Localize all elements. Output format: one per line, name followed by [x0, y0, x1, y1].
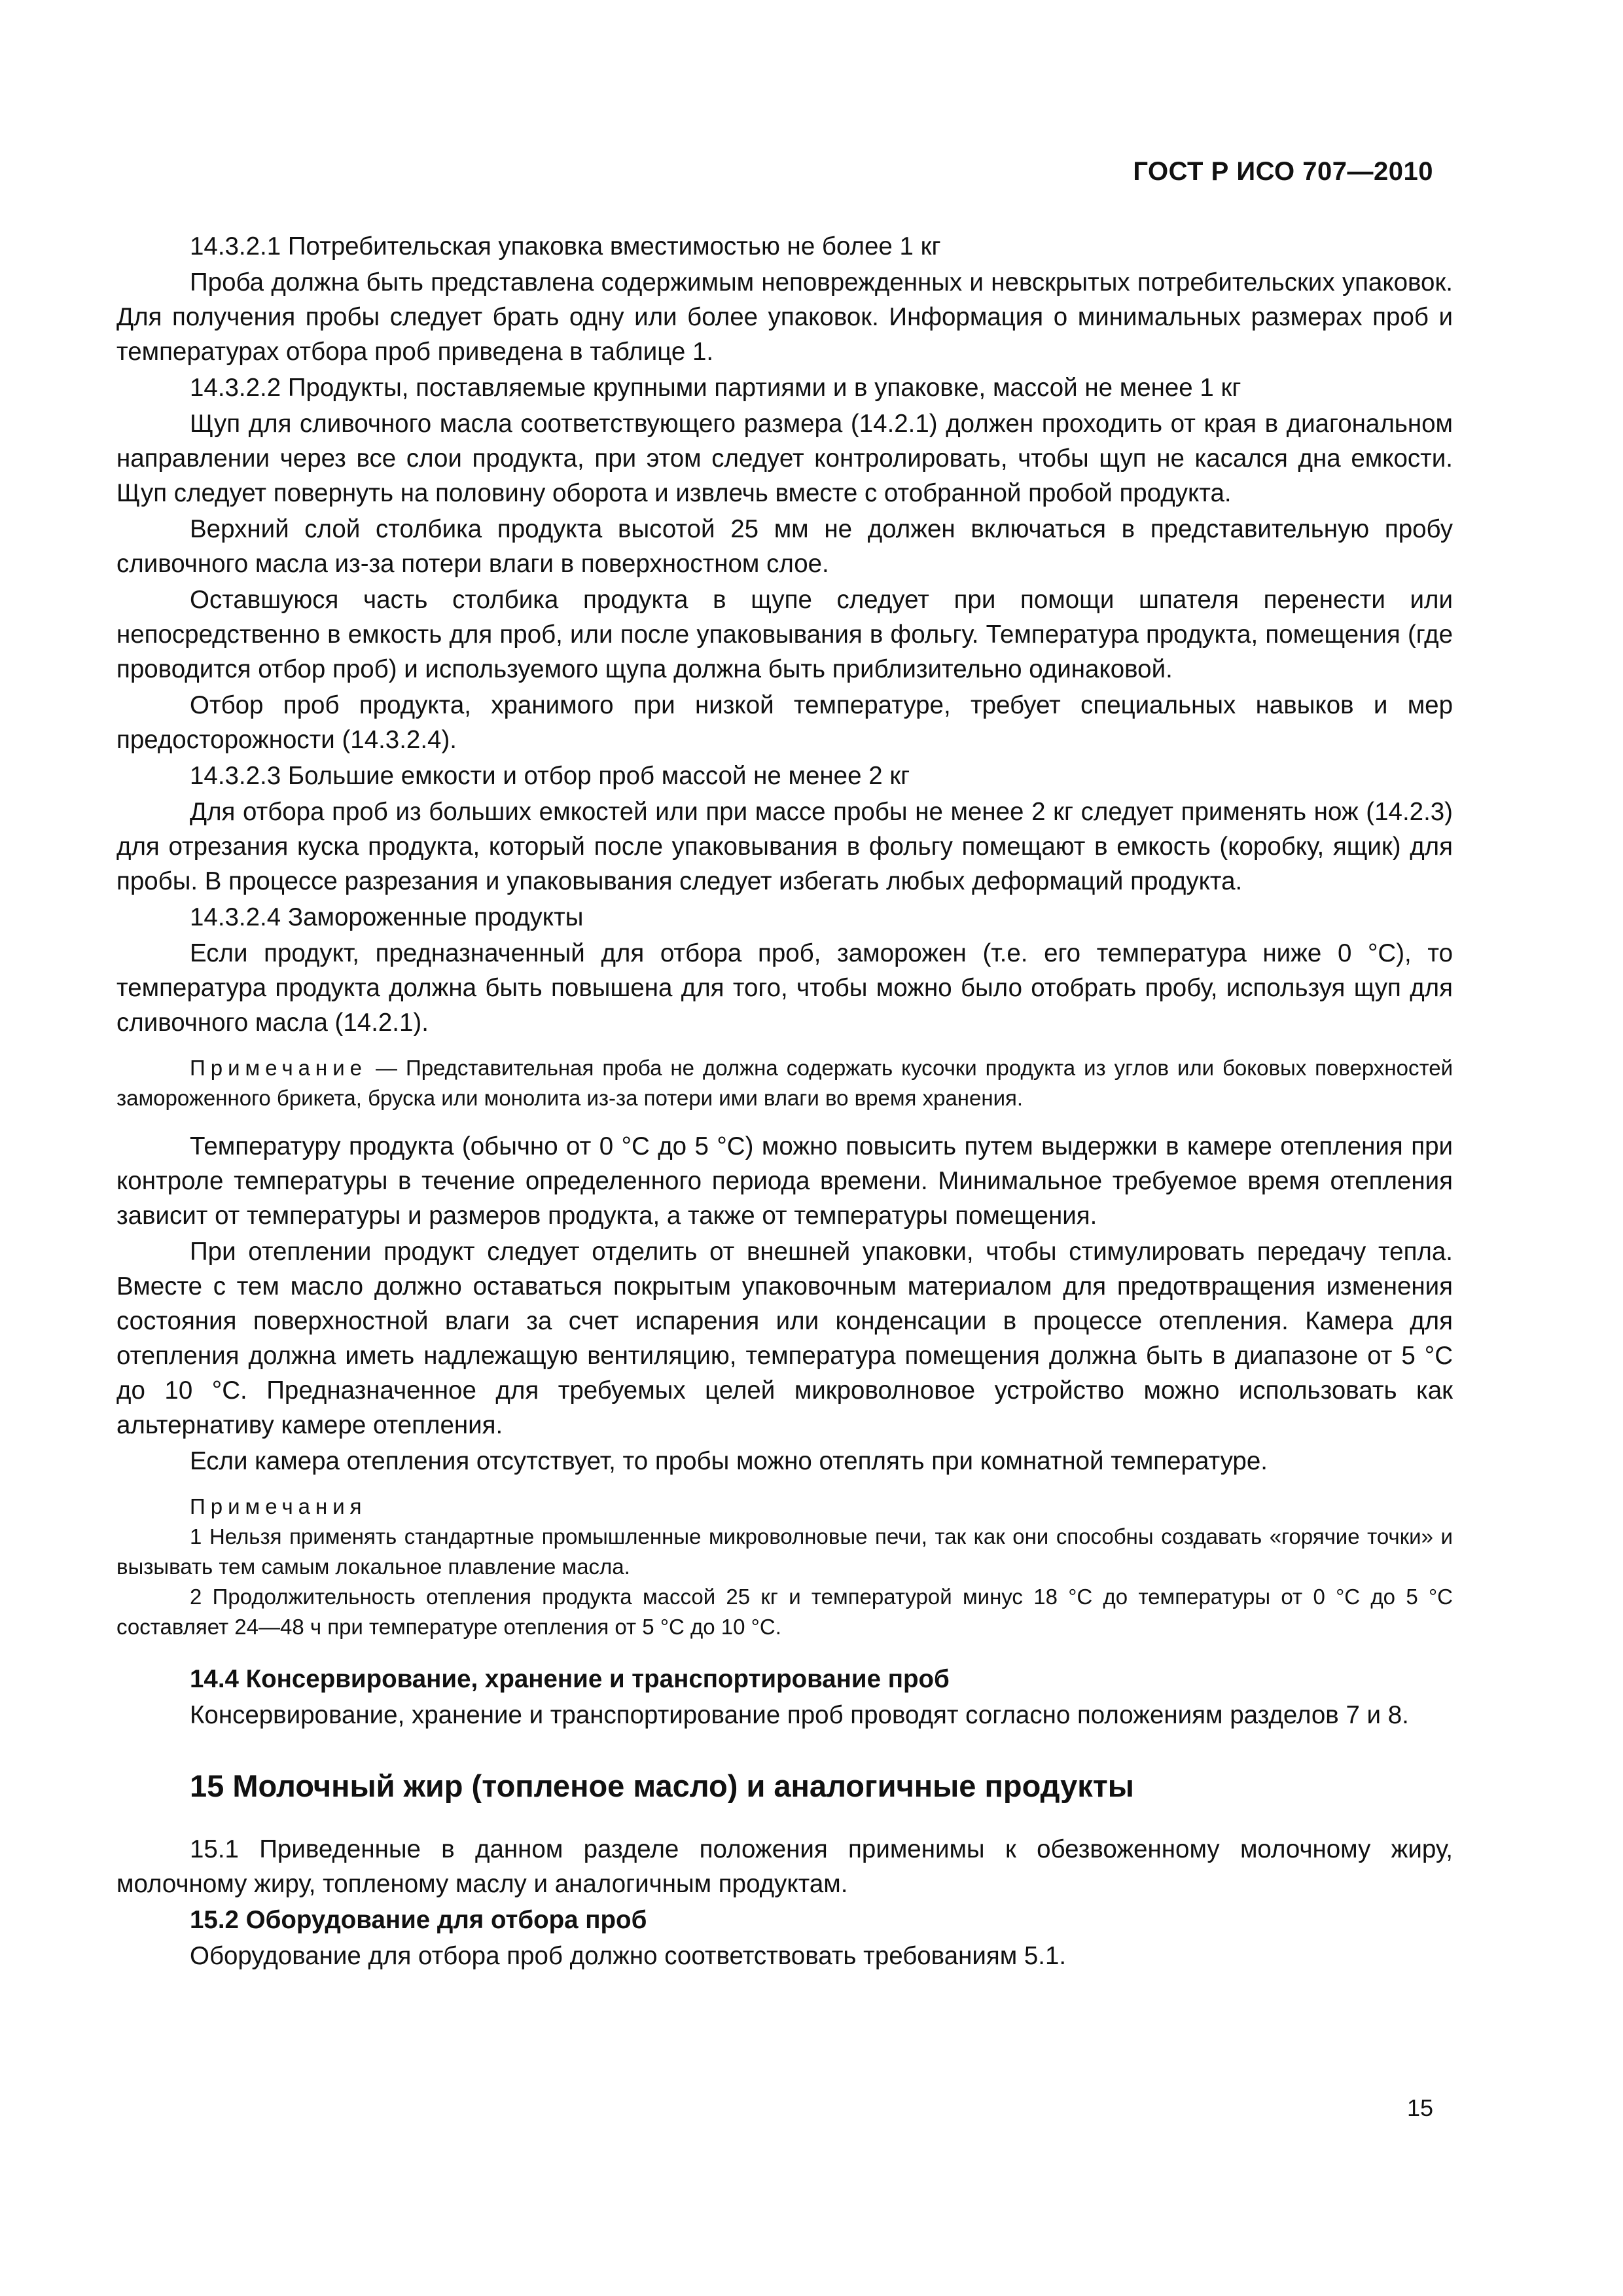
body-paragraph: Если камера отепления отсутствует, то пробы можно отеплять при комнатной температуре.: [190, 1447, 1268, 1475]
body-paragraph: Оборудование для отбора проб должно соответствовать требованиям 5.1.: [190, 1942, 1067, 1970]
notes-block: [116, 1492, 1453, 1642]
section-15-heading: 15 Молочный жир (топленое масло) и аналогичные продукты: [190, 1768, 1134, 1803]
page-content: [116, 229, 1453, 1975]
note-text: [116, 1053, 1453, 1113]
body-paragraph: При отеплении продукт следует отделить от внешней упаковки, чтобы стимулировать передачу тепла. Вместе с тем масло должно оставаться покрытым упаковочным материалом для предотвращения изменения состояния поверхностной влаги за счет испарения или конденсации в процессе отепления. Камера для отепления должна иметь надлежащую вентиляцию, температура помещения должна быть в диапазоне от 5 °С до 10 °С. Предназначенное для требуемых целей микроволновое устройство можно использовать как альтернативу камере отепления.: [116, 1238, 1453, 1439]
body-paragraph: Температуру продукта (обычно от 0 °С до 5 °С) можно повысить путем выдержки в камере отепления при контроле температуры в течение определенного периода времени. Минимальное требуемое время отепления зависит от температуры и размеров продукта, а также от температуры помещения.: [116, 1132, 1453, 1230]
body-paragraph: Проба должна быть представлена содержимым неповрежденных и невскрытых потребительских упаковок. Для получения пробы следует брать одну или более упаковок. Информация о минимальных размерах проб и температурах отбора проб приведена в таблице 1.: [116, 268, 1453, 366]
body-paragraph: Верхний слой столбика продукта высотой 25 мм не должен включаться в представительную пробу сливочного масла из-за потери влаги в поверхностном слое.: [116, 515, 1453, 578]
clause-14-3-2-2-title: 14.3.2.2 Продукты, поставляемые крупными партиями и в упаковке, массой не менее 1 кг: [190, 374, 1241, 402]
page-number: 15: [1406, 2094, 1433, 2121]
note-body: Представительная проба не должна содержать кусочки продукта из углов или боковых поверхностей замороженного брикета, бруска или монолита из-за потери ими влаги во время хранения.: [116, 1056, 1454, 1110]
clause-14-3-2-1-title: 14.3.2.1 Потребительская упаковка вместимостью не более 1 кг: [190, 232, 941, 260]
note-label: Примечание: [190, 1056, 368, 1080]
heading-15-2: 15.2 Оборудование для отбора проб: [190, 1906, 647, 1934]
body-paragraph: Щуп для сливочного масла соответствующего размера (14.2.1) должен проходить от края в диагональном направлении через все слои продукта, при этом следует контролировать, чтобы щуп не касался дна емкости. Щуп следует повернуть на половину оборота и извлечь вместе с отобранной пробой продукта.: [116, 410, 1453, 507]
note-item-1: 1 Нельзя применять стандартные промышленные микроволновые печи, так как они способны создавать «горячие точки» и вызывать тем самым локальное плавление масла.: [116, 1524, 1453, 1579]
body-paragraph: Отбор проб продукта, хранимого при низкой температуре, требует специальных навыков и мер предосторожности (14.3.2.4).: [116, 691, 1453, 754]
notes-title: Примечания: [190, 1494, 367, 1518]
body-paragraph: Для отбора проб из больших емкостей или при массе пробы не менее 2 кг следует применять нож (14.2.3) для отрезания куска продукта, который после упаковывания в фольгу помещают в емкость (коробку, ящик) для пробы. В процессе разрезания и упаковывания следует избегать любых деформаций продукта.: [116, 798, 1453, 895]
heading-14-4: 14.4 Консервирование, хранение и транспортирование проб: [190, 1665, 950, 1693]
body-paragraph: Если продукт, предназначенный для отбора проб, заморожен (т.е. его температура ниже 0 °С), то температура продукта должна быть повышена для того, чтобы можно было отобрать пробу, используя щуп для сливочного масла (14.2.1).: [116, 939, 1453, 1037]
body-paragraph: Консервирование, хранение и транспортирование проб проводят согласно положениям разделов 7 и 8.: [190, 1701, 1409, 1729]
body-paragraph: Оставшуюся часть столбика продукта в щупе следует при помощи шпателя перенести или непосредственно в емкость для проб, или после упаковывания в фольгу. Температура продукта, помещения (где проводится отбор проб) и используемого щупа должна быть приблизительно одинаковой.: [116, 586, 1453, 683]
body-paragraph: 15.1 Приведенные в данном разделе положения применимы к обезвоженному молочному жиру, молочному жиру, топленому маслу и аналогичным продуктам.: [116, 1835, 1453, 1898]
note-dash: —: [367, 1056, 406, 1080]
note-block: [116, 1053, 1453, 1113]
document-id-header: ГОСТ Р ИСО 707—2010: [1133, 157, 1433, 186]
note-item-2: 2 Продолжительность отепления продукта массой 25 кг и температурой минус 18 °С до температуры от 0 °С до 5 °С составляет 24—48 ч при температуре отепления от 5 °С до 10 °С.: [116, 1585, 1453, 1639]
clause-14-3-2-4-title: 14.3.2.4 Замороженные продукты: [190, 903, 584, 931]
clause-14-3-2-3-title: 14.3.2.3 Большие емкости и отбор проб массой не менее 2 кг: [190, 762, 910, 790]
